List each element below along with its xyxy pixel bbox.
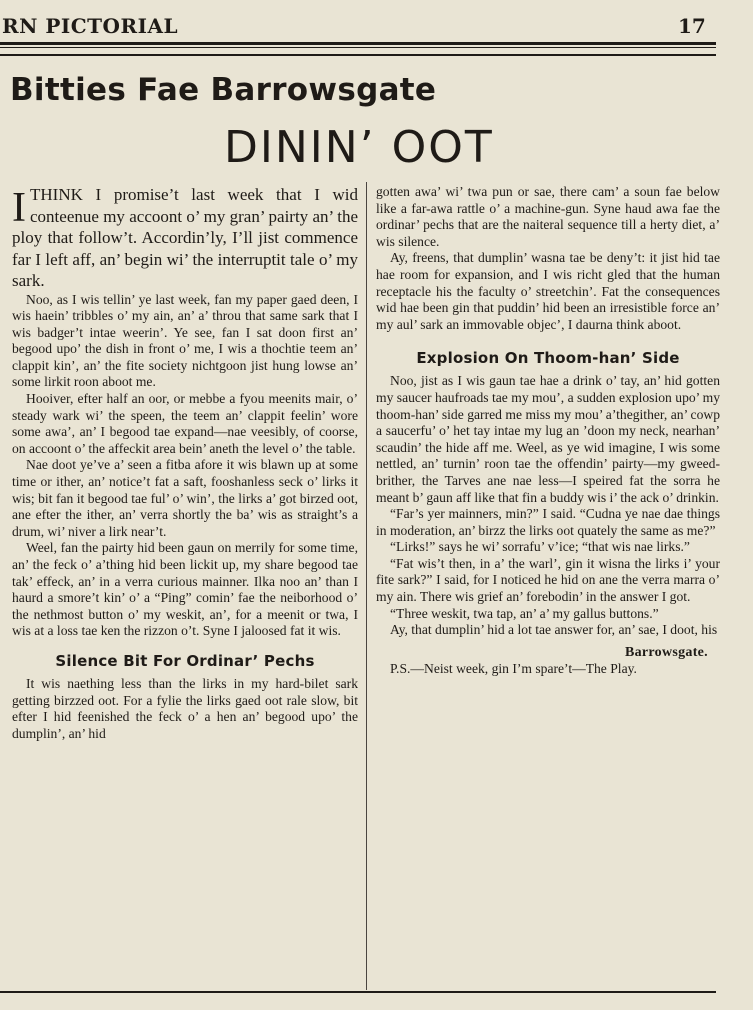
paragraph: Ay, freens, that dumplin’ wasna tae be deny’t: it jist hid tae hae room for expansion, and I wis richt gled that the human receptacle his the faculty o’ streetchin’. Fat the consequences wid hae been gin that puddin’ hid been an irresistible force an’ my aul’ sark an immovable objec’, I daurna think aboot. <box>376 250 720 332</box>
publication-name: RN PICTORIAL <box>2 14 179 38</box>
paragraph: Noo, as I wis tellin’ ye last week, fan my paper gaed deen, I wis haein’ tribbles o’ my ain, an’ a’ throu that same sark that I wis badger’t intae weerin’. Ye see, fan I sat doon first an’ begood upo’ the dish in front o’ me, I wis a thochtie teem an’ clappit kin’, an’ the fite society nichtgoon jist hung lowse an’ some lirkit roon aboot me. <box>12 291 358 390</box>
paragraph: gotten awa’ wi’ twa pun or sae, there cam’ a soun fae below like a far-awa rattle o’ a machine-gun. Syne haud awa fae the ordinar’ pechs that are the naiteral sequence till a herty diet, a’ wis silence. <box>376 184 720 249</box>
right-column <box>376 184 720 677</box>
author-signature: Barrowsgate. <box>624 644 708 660</box>
header-rule <box>0 42 716 45</box>
footer-rule <box>0 991 716 993</box>
paragraph: “Far’s yer mainners, min?” I said. “Cudna ye nae dae things in moderation, an’ birzz the lirks oot quately the same as me?” <box>376 506 720 538</box>
lead-text: THINK I promise’t last week that I wid conteenue my accoont o’ my gran’ pairty an’ the ploy that follow’t. Accordin’ly, I’ll jist commence far I left aff, an’ begin wi’ the interruptit tale o’ my sark. <box>12 185 358 290</box>
header-rule <box>0 47 716 48</box>
paragraph: Hooiver, efter half an oor, or mebbe a fyou meenits mair, o’ steady wark wi’ the speen, the teem an’ clappit feelin’ wore some awa’, an’ I begood tae expand—nae veesibly, of coorse, on accoont o’ the affeckit area bein’ aneth the level o’ the table. <box>12 391 358 456</box>
page-number: 17 <box>678 14 706 38</box>
left-column <box>12 184 358 742</box>
paragraph: “Lirks!” says he wi’ sorrafu’ v’ice; “that wis nae lirks.” <box>390 539 690 555</box>
subheading: Explosion On Thoom-han’ Side <box>416 349 680 368</box>
subheading: Silence Bit For Ordinar’ Pechs <box>55 651 315 670</box>
paragraph: Weel, fan the pairty hid been gaun on merrily for some time, an’ the feck o’ a’thing hid been lickit up, my share begood tae tak’ effeck, an’ in a verra curious mainner. Ilka noo an’ than I haurd a smore’t kin’ o’ a “Ping” comin’ fae the neiborhood o’ the nethmost button o’ my weskit, an’, for a meenit or twa, I wis at a loss tae ken the rizzon o’t. Syne I jaloosed fat it wis. <box>12 540 358 639</box>
paragraph: It wis naething less than the lirks in my hard-bilet sark getting birzzed oot. For a fylie the lirks gaed oot rale slow, bit efter I hid feenished the feck o’ a hen an’ begood upo’ the dumplin’, an’ hid <box>12 675 358 741</box>
masthead <box>0 0 753 46</box>
paragraph: Ay, that dumplin’ hid a lot tae answer for, an’ sae, I doot, his <box>390 622 718 638</box>
header-rule <box>0 54 716 56</box>
series-title: Bitties Fae Barrowsgate <box>10 72 437 108</box>
paragraph: Nae doot ye’ve a’ seen a fitba afore it wis blawn up at some time or ither, an’ notice’t fat a saft, fooshanless seck o’ lirks it wis; bit fan it begood tae ful’ o’ win’, the lirks a’ got birzed oot, ane efter the ither, an’ verra shortly the ba’ wis as straight’s a drum, wi’ niver a lirk near’t. <box>12 457 358 539</box>
paragraph: “Three weskit, twa tap, an’ a’ my gallus buttons.” <box>390 605 659 621</box>
paragraph: Noo, jist as I wis gaun tae hae a drink o’ tay, an’ hid gotten my saucer haufroads tae my mou’, a sudden explosion upo’ my thoom-han’ side garred me miss my mou’ a’thegither, an’ cowp a saucerfu’ o’ het tay intae my lug an ’doon my neck, nearhan’ scaudin’ the hide aff me. Weel, as ye wid imagine, I wis some nettled, an’ turnin’ roon tae the offendin’ pairty—my gweed-brither, the Tarves ane nae less—I speired fat the sorra he meant b’ gaun aff like that fin a buddy wis i’ the ack o’ drinkin. <box>376 373 720 505</box>
postscript: P.S.—Neist week, gin I’m spare’t—The Play. <box>390 660 637 676</box>
drop-cap: I <box>12 185 26 231</box>
article-title: DININ’ OOT <box>224 122 494 173</box>
lead-paragraph <box>12 184 358 292</box>
paragraph: “Fat wis’t then, in a’ the warl’, gin it wisna the lirks i’ your fite sark?” I said, for I noticed he hid on ane the verra marra o’ my ain. There wis grief an’ forebodin’ in the answer I got. <box>376 555 720 605</box>
column-divider <box>366 182 367 990</box>
